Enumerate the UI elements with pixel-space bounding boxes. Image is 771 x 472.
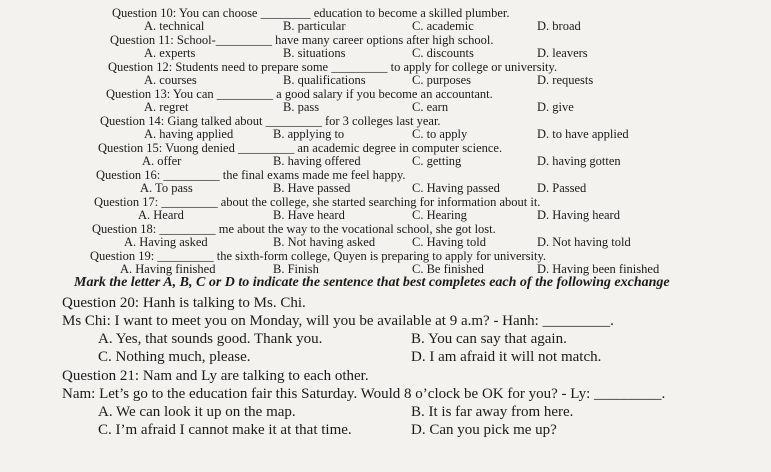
q11-option-d: D. leavers — [537, 46, 588, 60]
question-20-title: Question 20: Hanh is talking to Ms. Chi. — [62, 295, 306, 311]
question-18: Question 18: _________ me about the way to the vocational school, she got lost. — [92, 222, 496, 236]
q10-option-c: C. academic — [412, 19, 474, 33]
q17-option-c: C. Hearing — [412, 208, 467, 222]
q19-option-b: B. Finish — [273, 262, 319, 276]
q16-option-a: A. To pass — [140, 181, 193, 195]
question-20-line: Ms Chi: I want to meet you on Monday, will you be available at 9 a.m? - Hanh: _________. — [62, 313, 614, 329]
q20-option-b: B. You can say that again. — [411, 331, 567, 347]
q13-option-c: C. earn — [412, 100, 449, 114]
q21-option-d: D. Can you pick me up? — [411, 422, 557, 438]
q13-option-d: D. give — [537, 100, 574, 114]
question-12: Question 12: Students need to prepare some _________ to apply for college or university. — [108, 60, 558, 74]
q11-option-b: B. situations — [283, 46, 346, 60]
q12-option-b: B. qualifications — [283, 73, 366, 87]
question-17: Question 17: _________ about the college, she started searching for information about it. — [94, 195, 541, 209]
q19-option-c: C. Be finished — [412, 262, 484, 276]
q13-option-b: B. pass — [283, 100, 320, 114]
q10-option-b: B. particular — [283, 19, 346, 33]
q21-option-b: B. It is far away from here. — [411, 404, 574, 420]
q14-option-b: B. applying to — [273, 127, 345, 141]
q17-option-b: B. Have heard — [273, 208, 345, 222]
question-13: Question 13: You can _________ a good salary if you become an accountant. — [106, 87, 493, 101]
q14-option-c: C. to apply — [412, 127, 468, 141]
question-14: Question 14: Giang talked about _________ for 3 colleges last year. — [100, 114, 441, 128]
q20-option-d: D. I am afraid it will not match. — [411, 349, 602, 365]
q19-option-d: D. Having been finished — [537, 262, 660, 276]
question-16: Question 16: _________ the final exams made me feel happy. — [96, 168, 406, 182]
q15-option-d: D. having gotten — [537, 154, 621, 168]
q17-option-a: A. Heard — [138, 208, 184, 222]
q11-option-a: A. experts — [144, 46, 196, 60]
q15-option-c: C. getting — [412, 154, 462, 168]
question-11: Question 11: School-_________ have many career options after high school. — [110, 33, 494, 47]
q15-option-b: B. having offered — [273, 154, 361, 168]
q16-option-d: D. Passed — [537, 181, 587, 195]
q18-option-d: D. Not having told — [537, 235, 631, 249]
q21-option-a: A. We can look it up on the map. — [98, 404, 296, 420]
q11-option-c: C. discounts — [412, 46, 474, 60]
question-15: Question 15: Vuong denied _________ an academic degree in computer science. — [98, 141, 503, 155]
q15-option-a: A. offer — [142, 154, 182, 168]
q16-option-b: B. Have passed — [273, 181, 351, 195]
q12-option-c: C. purposes — [412, 73, 472, 87]
q20-option-c: C. Nothing much, please. — [98, 349, 251, 365]
q20-option-a: A. Yes, that sounds good. Thank you. — [98, 331, 323, 347]
q16-option-c: C. Having passed — [412, 181, 500, 195]
q12-option-d: D. requests — [537, 73, 594, 87]
question-21-title: Question 21: Nam and Ly are talking to each other. — [62, 368, 369, 384]
q10-option-d: D. broad — [537, 19, 581, 33]
question-19: Question 19: _________ the sixth-form college, Quyen is preparing to apply for university. — [90, 249, 547, 263]
q14-option-a: A. having applied — [144, 127, 234, 141]
q13-option-a: A. regret — [144, 100, 189, 114]
instruction: Mark the letter A, B, C or D to indicate the sentence that best completes each of the following exchange — [74, 275, 670, 290]
q18-option-c: C. Having told — [412, 235, 486, 249]
q10-option-a: A. technical — [144, 19, 205, 33]
q19-option-a: A. Having finished — [120, 262, 216, 276]
question-21-line: Nam: Let’s go to the education fair this Saturday. Would 8 o’clock be OK for you? - Ly: _________. — [62, 386, 666, 402]
q18-option-a: A. Having asked — [124, 235, 208, 249]
question-10: Question 10: You can choose ________ education to become a skilled plumber. — [112, 6, 510, 20]
q12-option-a: A. courses — [144, 73, 197, 87]
q17-option-d: D. Having heard — [537, 208, 620, 222]
q14-option-d: D. to have applied — [537, 127, 629, 141]
q18-option-b: B. Not having asked — [273, 235, 376, 249]
q21-option-c: C. I’m afraid I cannot make it at that time. — [98, 422, 352, 438]
